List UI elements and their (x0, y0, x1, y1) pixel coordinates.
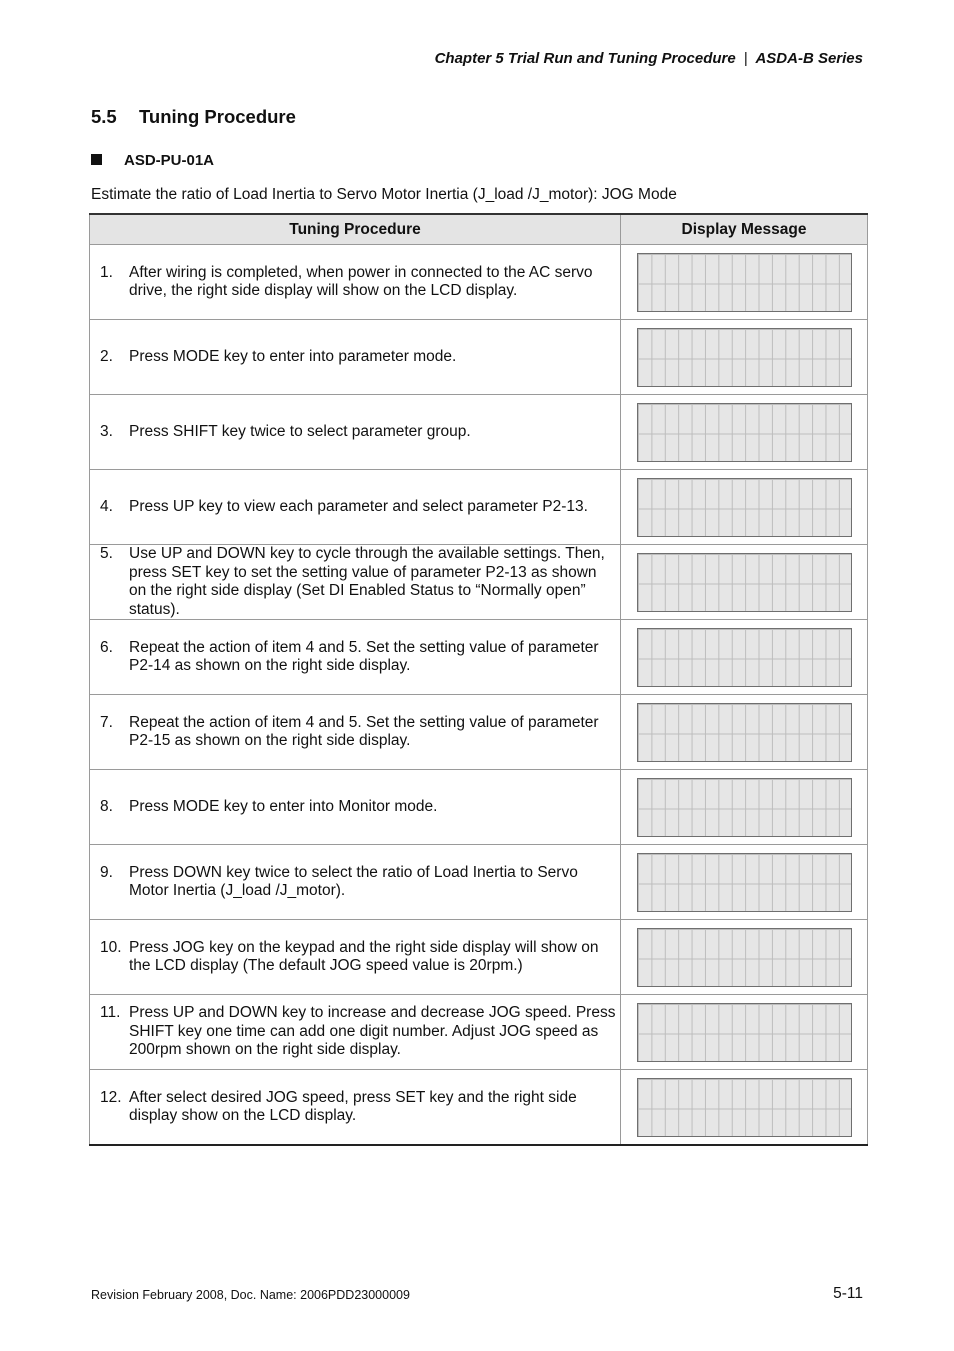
lcd-display (637, 403, 852, 462)
series-name: ASDA-B Series (755, 50, 863, 67)
lcd-display (637, 928, 852, 987)
display-cell (621, 1070, 868, 1146)
display-cell (621, 845, 868, 920)
display-cell (621, 395, 868, 470)
step-cell (90, 695, 621, 770)
lcd-display (637, 328, 852, 387)
step-text: Press MODE key to enter into Monitor mode. (129, 797, 438, 815)
table-row (90, 470, 868, 545)
display-cell (621, 320, 868, 395)
intro-paragraph: Estimate the ratio of Load Inertia to Servo Motor Inertia (J_load /J_motor): JOG Mode (91, 186, 677, 203)
step-text: Press UP and DOWN key to increase and decrease JOG speed. Press SHIFT key one time can add one digit number. Adjust JOG speed as 200rpm shown on the right side display. (129, 1004, 616, 1059)
step-number: 2. (100, 347, 113, 365)
subheading-text: ASD-PU-01A (124, 152, 215, 169)
step-content (90, 498, 620, 517)
lcd-display (637, 703, 852, 762)
table-row (90, 995, 868, 1070)
step-cell (90, 545, 621, 620)
step-number: 1. (100, 263, 113, 281)
step-text: Repeat the action of item 4 and 5. Set the setting value of parameter P2-14 as shown on the right side display. (129, 638, 599, 674)
subheading (91, 152, 214, 169)
lcd-display (637, 778, 852, 837)
step-text: After wiring is completed, when power in connected to the AC servo drive, the right side display will show on the LCD display. (129, 263, 593, 299)
step-cell (90, 245, 621, 320)
step-cell (90, 1070, 621, 1146)
section-heading (91, 106, 296, 128)
step-cell (90, 395, 621, 470)
table-row (90, 545, 868, 620)
step-cell (90, 470, 621, 545)
table-row (90, 320, 868, 395)
step-content (90, 264, 620, 301)
section-number: 5.5 (91, 106, 117, 127)
step-content (90, 348, 620, 367)
lcd-display (637, 628, 852, 687)
page-header (435, 50, 863, 67)
step-number: 8. (100, 797, 113, 815)
display-cell (621, 770, 868, 845)
step-text: Press JOG key on the keypad and the right side display will show on the LCD display (The default JOG speed value is 20rpm.) (129, 938, 599, 974)
page-number: 5-11 (833, 1285, 863, 1302)
step-text: Use UP and DOWN key to cycle through the available settings. Then, press SET key to set the setting value of parameter P2-13 as shown on the right side display (Set DI Enabled Status to “Normally open” status). (129, 545, 605, 618)
display-cell (621, 470, 868, 545)
lcd-display (637, 553, 852, 612)
display-cell (621, 620, 868, 695)
step-number: 6. (100, 638, 113, 656)
table-row (90, 845, 868, 920)
step-number: 11. (100, 1004, 121, 1022)
step-cell (90, 845, 621, 920)
step-number: 12. (100, 1088, 122, 1106)
step-content (90, 939, 620, 976)
display-cell (621, 245, 868, 320)
table-row (90, 395, 868, 470)
step-text: Press UP key to view each parameter and select parameter P2-13. (129, 497, 588, 515)
step-text: Repeat the action of item 4 and 5. Set the setting value of parameter P2-15 as shown on the right side display. (129, 713, 599, 749)
table-header-row (90, 214, 868, 245)
display-cell (621, 545, 868, 620)
table-row (90, 1070, 868, 1146)
table-row (90, 245, 868, 320)
step-cell (90, 770, 621, 845)
header-separator: | (743, 50, 748, 67)
display-cell (621, 920, 868, 995)
lcd-display (637, 478, 852, 537)
step-number: 3. (100, 422, 113, 440)
display-cell (621, 695, 868, 770)
step-number: 4. (100, 497, 113, 515)
table-row (90, 770, 868, 845)
step-number: 9. (100, 863, 113, 881)
display-cell (621, 995, 868, 1070)
step-cell (90, 995, 621, 1070)
tuning-procedure-table (89, 213, 868, 1146)
lcd-display (637, 253, 852, 312)
lcd-display (637, 1078, 852, 1137)
table-row (90, 920, 868, 995)
column-header-display: Display Message (621, 214, 868, 245)
chapter-title: Chapter 5 Trial Run and Tuning Procedure (434, 50, 736, 67)
step-content (90, 1089, 620, 1126)
table-row (90, 695, 868, 770)
lcd-display (637, 853, 852, 912)
step-content (90, 714, 620, 751)
section-title: Tuning Procedure (139, 106, 296, 127)
step-content (90, 798, 620, 817)
step-content (90, 1004, 620, 1060)
column-header-procedure: Tuning Procedure (90, 214, 621, 245)
step-cell (90, 620, 621, 695)
square-bullet-icon (91, 154, 102, 165)
table-row (90, 620, 868, 695)
step-content (90, 639, 620, 676)
step-content (90, 423, 620, 442)
step-number: 5. (100, 545, 113, 562)
step-text: After select desired JOG speed, press SET key and the right side display show on the LCD display. (129, 1088, 577, 1124)
step-content (90, 864, 620, 901)
step-text: Press SHIFT key twice to select parameter group. (129, 422, 471, 440)
step-text: Press MODE key to enter into parameter mode. (129, 347, 457, 365)
lcd-display (637, 1003, 852, 1062)
step-number: 10. (100, 938, 122, 956)
step-cell (90, 320, 621, 395)
step-number: 7. (100, 713, 113, 731)
step-cell (90, 920, 621, 995)
footer-revision: Revision February 2008, Doc. Name: 2006PDD23000009 (91, 1288, 410, 1302)
step-content (90, 545, 620, 619)
step-text: Press DOWN key twice to select the ratio of Load Inertia to Servo Motor Inertia (J_load /J_motor). (129, 863, 578, 899)
